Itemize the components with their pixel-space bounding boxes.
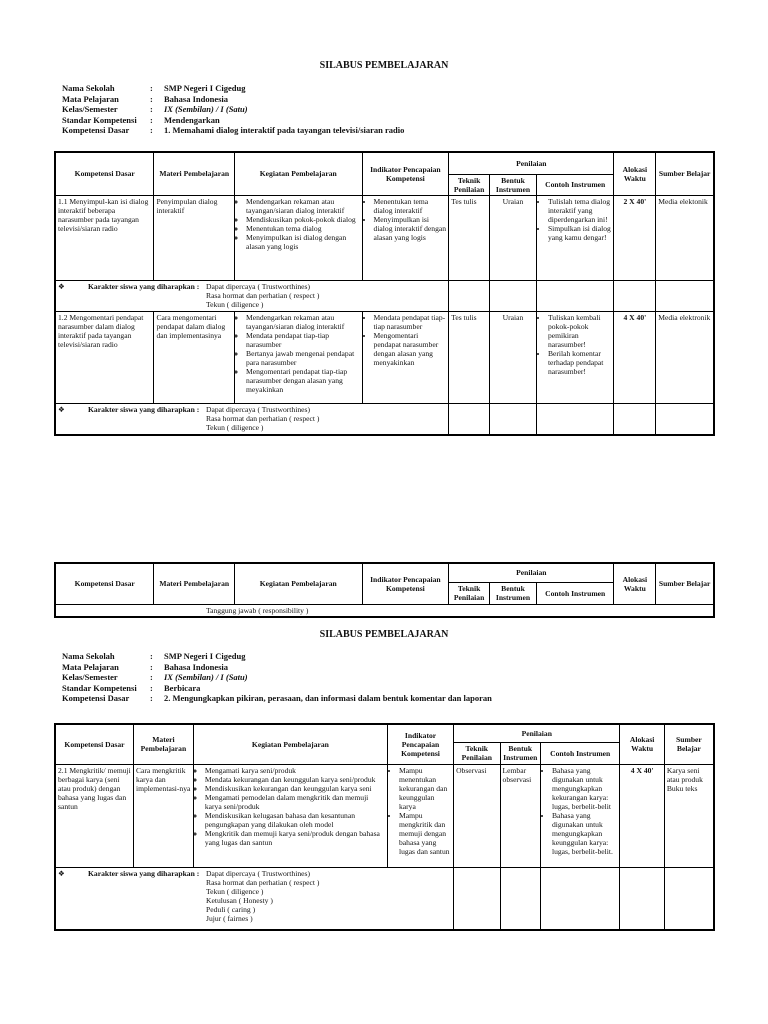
header-teknik: Teknik Penilaian xyxy=(449,174,490,195)
syllabus-info-2: Nama Sekolah : SMP Negeri I Cigedug Mata Pelajaran : Bahasa Indonesia Kelas/Semester : IX (Sembilan) / I (Satu) Standar Kompetensi : Berbicara Kompetensi Dasar : 2. Mengungkapkan pikiran, perasaan, dan informasi dalam bentuk komentar dan laporan xyxy=(62,651,492,703)
header-indikator: Indikator Pencapaian Kompetensi xyxy=(362,563,449,604)
kegiatan-cell: ◦ Mendengarkan rekaman atau tayangan/siaran dialog interaktif ◦ Mendata pendapat tiap-tiap narasumber ◦ Bertanya jawab mengenai pendapat para narasumber ◦ Mengomentari pendapat tiap-tiap narasumber dengan alasan yang meyakinkan xyxy=(235,311,363,403)
materi-cell: Penyimpulan dialog interaktif xyxy=(154,195,235,280)
alokasi-cell: 4 X 40' xyxy=(614,311,656,403)
alokasi-cell: 2 X 40' xyxy=(614,195,656,280)
header-penilaian: Penilaian xyxy=(449,563,614,582)
header-materi: Materi Pembelajaran xyxy=(133,724,193,764)
karakter-cell: ❖ Karakter siswa yang diharapkan : Dapat dipercaya ( Trustworthines) Rasa hormat dan perhatian ( respect ) Tekun ( diligence ) xyxy=(55,280,449,311)
info-value: Berbicara xyxy=(164,682,201,693)
info-label: Standar Kompetensi xyxy=(62,114,137,125)
karakter-row xyxy=(55,604,714,617)
sumber-cell: Media elektronik xyxy=(656,311,714,403)
header-kegiatan: Kegiatan Pembelajaran xyxy=(193,724,387,764)
contoh-cell: • Tulislah tema dialog interaktif yang diperdengarkan ini! • Simpulkan isi dialog yang kamu dengar! xyxy=(536,195,614,280)
header-kompetensi: Kompetensi Dasar xyxy=(55,724,133,764)
karakter-row xyxy=(55,403,714,435)
info-label: Kelas/Semester xyxy=(62,104,118,114)
header-kompetensi: Kompetensi Dasar xyxy=(55,152,154,195)
table-row xyxy=(55,764,714,867)
syllabus-table-2 xyxy=(54,562,715,618)
teknik-cell: Tes tulis xyxy=(449,311,490,403)
info-value: IX (Sembilan) / I (Satu) xyxy=(164,672,248,682)
kegiatan-cell: ◦ Mengamati karya seni/produk ◦ Mendata kekurangan dan keunggulan karya seni/produk ◦ Mendiskusikan kekurangan dan keunggulan karya seni ◦ Mengamati pemodelan dalam mengkritik dan memuji karya seni/produk ◦ Mendiskusikan kelugasan bahasa dan kesantunan pengungkapan yang dilakukan oleh model ◦ Mengkritik dan memuji karya seni/produk dengan bahasa yang lugas dan santun xyxy=(193,764,387,867)
header-indikator: Indikator Pencapaian Kompetensi xyxy=(362,152,449,195)
table-row xyxy=(55,311,714,403)
karakter-row xyxy=(55,867,714,930)
karakter-extra: Tanggung jawab ( responsibility ) xyxy=(55,604,714,617)
info-label: Mata Pelajaran xyxy=(62,661,119,672)
header-materi: Materi Pembelajaran xyxy=(154,563,235,604)
teknik-cell: Observasi xyxy=(454,764,500,867)
info-label: Nama Sekolah xyxy=(62,651,115,661)
header-sumber: Sumber Belajar xyxy=(664,724,714,764)
info-value: IX (Sembilan) / I (Satu) xyxy=(164,104,248,114)
header-teknik: Teknik Penilaian xyxy=(449,582,490,604)
page-title: SILABUS PEMBELAJARAN xyxy=(319,60,449,71)
header-contoh: Contoh Instrumen xyxy=(536,174,614,195)
contoh-cell: • Bahasa yang digunakan untuk mengungkapkan kekurangan karya: lugas, berbelit-belit • Bahasa yang digunakan untuk mengungkapkan keunggulan karya: lugas, berbelit-belit. xyxy=(540,764,620,867)
materi-cell: Cara mengkritik karya dan implementasi-nya xyxy=(133,764,193,867)
header-contoh: Contoh Instrumen xyxy=(536,582,614,604)
materi-cell: Cara mengomentari pendapat dalam dialog dan implementasinya xyxy=(154,311,235,403)
header-kegiatan: Kegiatan Pembelajaran xyxy=(235,152,363,195)
info-label: Kompetensi Dasar xyxy=(62,125,130,135)
header-penilaian: Penilaian xyxy=(454,724,620,742)
info-value: 1. Memahami dialog interaktif pada tayangan televisi/siaran radio xyxy=(164,125,405,135)
syllabus-table-1 xyxy=(54,151,715,436)
header-kegiatan: Kegiatan Pembelajaran xyxy=(235,563,363,604)
kegiatan-cell: ◦ Mendengarkan rekaman atau tayangan/siaran dialog interaktif ◦ Mendiskusikan pokok-pokok dialog ◦ Menentukan tema dialog ◦ Menyimpulkan isi dialog dengan alasan yang logis xyxy=(235,195,363,280)
indikator-cell: • Mendata pendapat tiap-tiap narasumber • Mengomentari pendapat narasumber dengan alasan yang menyakinkan xyxy=(362,311,449,403)
info-label: Kompetensi Dasar xyxy=(62,693,130,703)
header-alokasi: Alokasi Waktu xyxy=(614,152,656,195)
header-alokasi: Alokasi Waktu xyxy=(614,563,656,604)
indikator-cell: • Mampu menentukan kekurangan dan keunggulan karya • Mampu mengkritik dan memuji dengan bahasa yang lugas dan santun xyxy=(387,764,453,867)
indikator-cell: • Menentukan tema dialog interaktif • Menyimpulkan isi dialog interaktif dengan alasan yang logis xyxy=(362,195,449,280)
header-bentuk: Bentuk Instrumen xyxy=(500,742,540,764)
info-label: Mata Pelajaran xyxy=(62,93,119,104)
header-bentuk: Bentuk Instrumen xyxy=(490,174,537,195)
info-value: Bahasa Indonesia xyxy=(164,661,229,672)
bentuk-cell: Uraian xyxy=(490,311,537,403)
alokasi-cell: 4 X 40' xyxy=(620,764,664,867)
info-value: 2. Mengungkapkan pikiran, perasaan, dan informasi dalam bentuk komentar dan laporan xyxy=(164,693,492,703)
info-value: Bahasa Indonesia xyxy=(164,93,229,104)
info-label: Kelas/Semester xyxy=(62,672,118,682)
header-bentuk: Bentuk Instrumen xyxy=(490,582,537,604)
bentuk-cell: Uraian xyxy=(490,195,537,280)
header-sumber: Sumber Belajar xyxy=(656,563,714,604)
info-value: SMP Negeri I Cigedug xyxy=(164,83,246,93)
table-row xyxy=(55,195,714,280)
info-value: Mendengarkan xyxy=(164,114,220,125)
header-penilaian: Penilaian xyxy=(449,152,614,174)
info-label: Nama Sekolah xyxy=(62,83,115,93)
info-label: Standar Kompetensi xyxy=(62,682,137,693)
syllabus-table-3 xyxy=(54,723,715,931)
contoh-cell: • Tuliskan kembali pokok-pokok pemikiran narasumber! • Berilah komentar terhadap pendapat narasumber! xyxy=(536,311,614,403)
kd-cell: 1.1 Menyimpul-kan isi dialog interaktif beberapa narasumber pada tayangan televisi/siaran radio xyxy=(55,195,154,280)
header-sumber: Sumber Belajar xyxy=(656,152,714,195)
teknik-cell: Tes tulis xyxy=(449,195,490,280)
header-kompetensi: Kompetensi Dasar xyxy=(55,563,154,604)
page-title-2: SILABUS PEMBELAJARAN xyxy=(319,629,449,640)
header-alokasi: Alokasi Waktu xyxy=(620,724,664,764)
header-teknik: Teknik Penilaian xyxy=(454,742,500,764)
syllabus-info: Nama Sekolah : SMP Negeri I Cigedug Mata Pelajaran : Bahasa Indonesia Kelas/Semester : IX (Sembilan) / I (Satu) Standar Kompetensi : Mendengarkan Kompetensi Dasar : 1. Memahami dialog interaktif pada tayangan televisi/siaran radio xyxy=(62,83,405,135)
kd-cell: 2.1 Mengkritik/ memuji berbagai karya (seni atau produk) dengan bahasa yang lugas dan santun xyxy=(55,764,133,867)
header-indikator: Indikator Pencapaian Kompetensi xyxy=(387,724,453,764)
info-value: SMP Negeri I Cigedug xyxy=(164,651,246,661)
kd-cell: 1.2 Mengomentari pendapat narasumber dalam dialog interaktif pada tayangan televisi/siaran radio xyxy=(55,311,154,403)
karakter-cell: ❖ Karakter siswa yang diharapkan : Dapat dipercaya ( Trustworthines) Rasa hormat dan perhatian ( respect ) Tekun ( diligence ) xyxy=(55,403,449,435)
sumber-cell: Media elektonik xyxy=(656,195,714,280)
sumber-cell: Karya seni atau produk Buku teks xyxy=(664,764,714,867)
karakter-cell: ❖ Karakter siswa yang diharapkan : Dapat dipercaya ( Trustworthines) Rasa hormat dan perhatian ( respect ) Tekun ( diligence ) Ketulusan ( Honesty ) Peduli ( caring ) Jujur ( fairnes ) xyxy=(55,867,454,930)
bentuk-cell: Lembar observasi xyxy=(500,764,540,867)
header-contoh: Contoh Instrumen xyxy=(540,742,620,764)
header-materi: Materi Pembelajaran xyxy=(154,152,235,195)
karakter-row xyxy=(55,280,714,311)
